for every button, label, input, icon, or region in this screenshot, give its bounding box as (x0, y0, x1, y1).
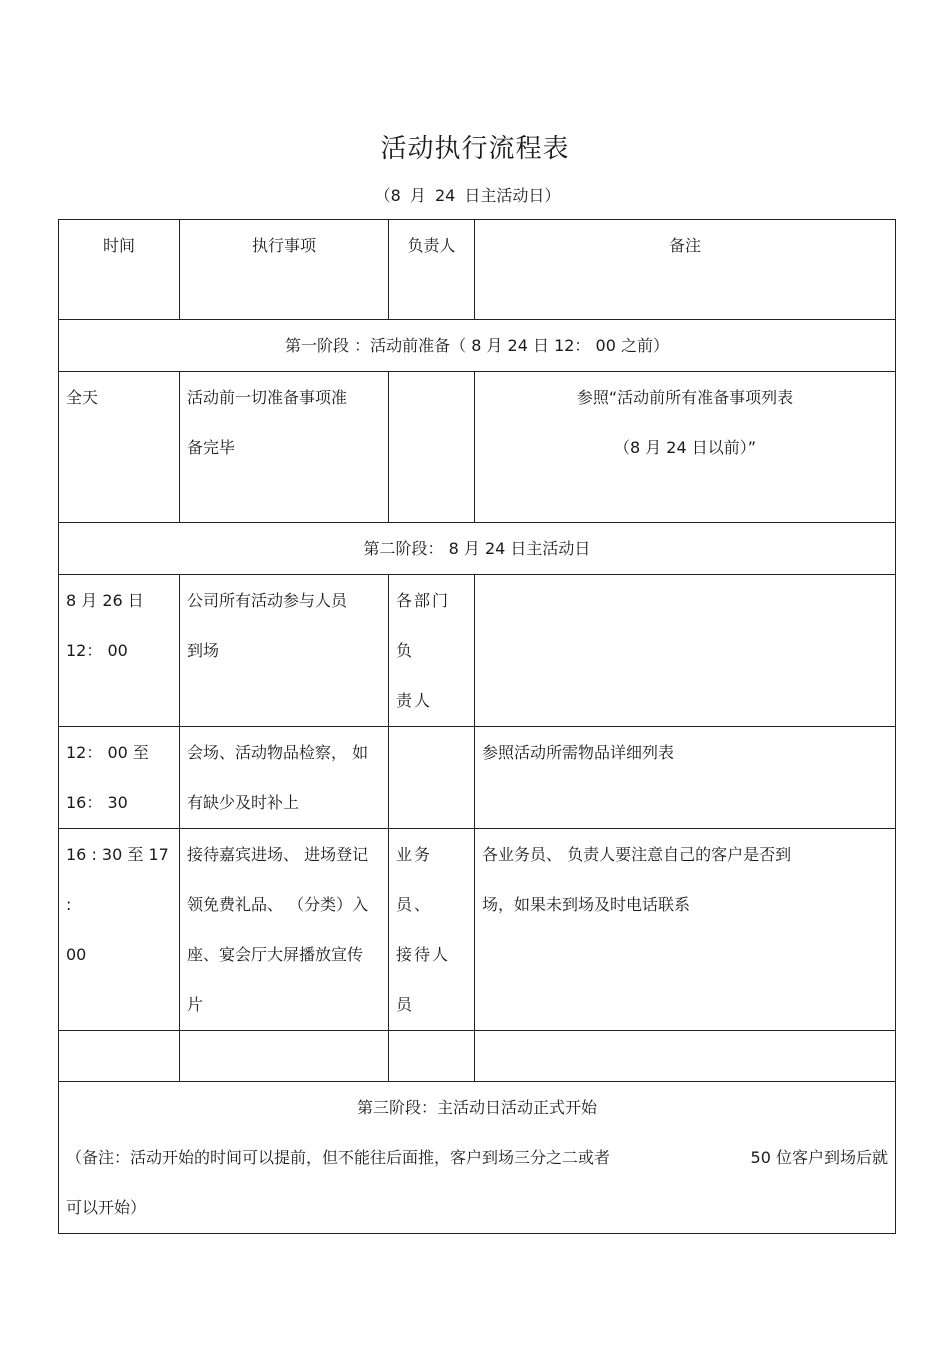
stage-row (59, 523, 896, 575)
header-note: 备注 (475, 220, 896, 320)
item-cell: 接待嘉宾进场、 进场登记 领免费礼品、 （分类）入 座、宴会厅大屏播放宣传 片 (180, 829, 389, 1031)
table-row (59, 727, 896, 829)
note-cell: 参照活动所需物品详细列表 (475, 727, 896, 829)
item-cell: 活动前一切准备事项准 备完毕 (180, 372, 389, 523)
stage3-note: （备注：活动开始的时间可以提前，但不能往后面推，客户到场三分之二或者 50 位客户到场后就 (66, 1148, 888, 1167)
owner-cell (389, 372, 475, 523)
stage3-cell (59, 1082, 896, 1234)
owner-cell: 各部门负 责人 (389, 575, 475, 727)
owner-cell: 业务员、 接待人员 (389, 829, 475, 1031)
table-row-empty (59, 1031, 896, 1082)
page-title: 活动执行流程表 (380, 134, 570, 164)
stage-row (59, 320, 896, 372)
item-cell: 会场、活动物品检察， 如 有缺少及时补上 (180, 727, 389, 829)
time-cell: 16 : 30 至 17 : 00 (59, 829, 180, 1031)
stage3-label: 第三阶段：主活动日活动正式开始 (356, 1098, 597, 1117)
owner-cell (389, 1031, 475, 1082)
flow-table (58, 219, 896, 1234)
time-cell (59, 1031, 180, 1082)
owner-cell (389, 727, 475, 829)
stage2-label: 第二阶段： 8 月 24 日主活动日 (59, 523, 896, 575)
note-cell (475, 1031, 896, 1082)
table-row (59, 372, 896, 523)
header-time: 时间 (59, 220, 180, 320)
stage3-note-continued: 可以开始） (66, 1198, 147, 1217)
table-row (59, 575, 896, 727)
stage-row (59, 1082, 896, 1234)
stage1-label: 第一阶段 ：活动前准备（ 8 月 24 日 12： 00 之前） (59, 320, 896, 372)
item-cell (180, 1031, 389, 1082)
header-owner: 负责人 (389, 220, 475, 320)
header-item: 执行事项 (180, 220, 389, 320)
time-cell: 全天 (59, 372, 180, 523)
note-cell: 各业务员、 负责人要注意自己的客户是否到 场，如果未到场及时电话联系 (475, 829, 896, 1031)
note-cell: 参照“活动前所有准备事项列表 （8 月 24 日以前）” (475, 372, 896, 523)
time-cell: 8 月 26 日 12： 00 (59, 575, 180, 727)
note-cell (475, 575, 896, 727)
table-header-row (59, 220, 896, 320)
time-cell: 12： 00 至 16： 30 (59, 727, 180, 829)
item-cell: 公司所有活动参与人员 到场 (180, 575, 389, 727)
page-subtitle: （8 月 24 日主活动日） (374, 186, 561, 205)
table-row (59, 829, 896, 1031)
